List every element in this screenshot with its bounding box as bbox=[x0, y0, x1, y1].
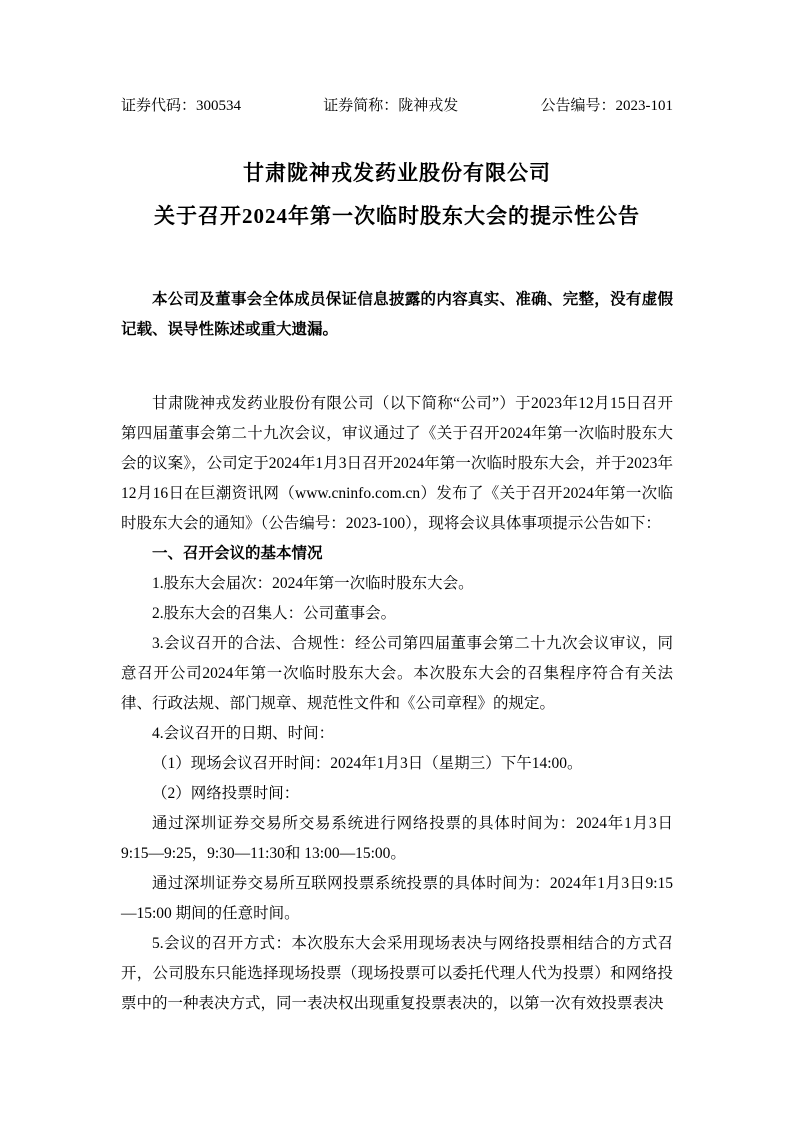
item-onsite-time: （1）现场会议召开时间：2024年1月3日（星期三）下午14:00。 bbox=[152, 755, 583, 772]
item-trading-system-time: 通过深圳证券交易所交易系统进行网络投票的具体时间为：2024年1月3日9:15—9:25，9:30—11:30和 13:00—15:00。 bbox=[121, 815, 673, 862]
stock-code: 证券代码：300534 bbox=[121, 98, 242, 114]
board-declaration: 本公司及董事会全体成员保证信息披露的内容真实、准确、完整，没有虚假记载、误导性陈述或重大遗漏。 bbox=[121, 291, 673, 338]
section-heading-basic-info: 一、召开会议的基本情况 bbox=[152, 545, 323, 562]
stock-abbreviation: 证券简称：陇神戎发 bbox=[323, 98, 459, 114]
document-header bbox=[121, 96, 673, 116]
item-internet-vote-time: 通过深圳证券交易所互联网投票系统投票的具体时间为：2024年1月3日9:15—15:00 期间的任意时间。 bbox=[121, 875, 673, 922]
announcement-title: 关于召开2024年第一次临时股东大会的提示性公告 bbox=[154, 204, 640, 228]
item-legality: 3.会议召开的合法、合规性：经公司第四届董事会第二十九次会议审议，同意召开公司2024年第一次临时股东大会。本次股东大会的召集程序符合有关法律、行政法规、部门规章、规范性文件和《公司章程》的规定。 bbox=[121, 635, 673, 712]
item-date-time: 4.会议召开的日期、时间： bbox=[152, 725, 335, 742]
company-name-title: 甘肃陇神戎发药业股份有限公司 bbox=[243, 161, 551, 185]
announcement-number: 公告编号：2023-101 bbox=[540, 98, 673, 114]
item-convener: 2.股东大会的召集人：公司董事会。 bbox=[152, 605, 397, 622]
intro-paragraph: 甘肃陇神戎发药业股份有限公司（以下简称“公司”）于2023年12月15日召开第四届董事会第二十九次会议，审议通过了《关于召开2024年第一次临时股东大会的议案》，公司定于2024年1月3日召开2024年第一次临时股东大会，并于2023年12月16日在巨潮资讯网（www.cninfo.com.cn）发布了《关于召开2024年第一次临时股东大会的通知》（公告编号：2023-100），现将会议具体事项提示公告如下： bbox=[121, 395, 673, 532]
item-online-vote-time: （2）网络投票时间： bbox=[152, 785, 300, 802]
item-meeting-session: 1.股东大会届次：2024年第一次临时股东大会。 bbox=[152, 575, 474, 592]
item-meeting-method: 5.会议的召开方式：本次股东大会采用现场表决与网络投票相结合的方式召开，公司股东只能选择现场投票（现场投票可以委托代理人代为投票）和网络投票中的一种表决方式，同一表决权出现重复投票表决的，以第一次有效投票表决 bbox=[121, 935, 673, 1012]
